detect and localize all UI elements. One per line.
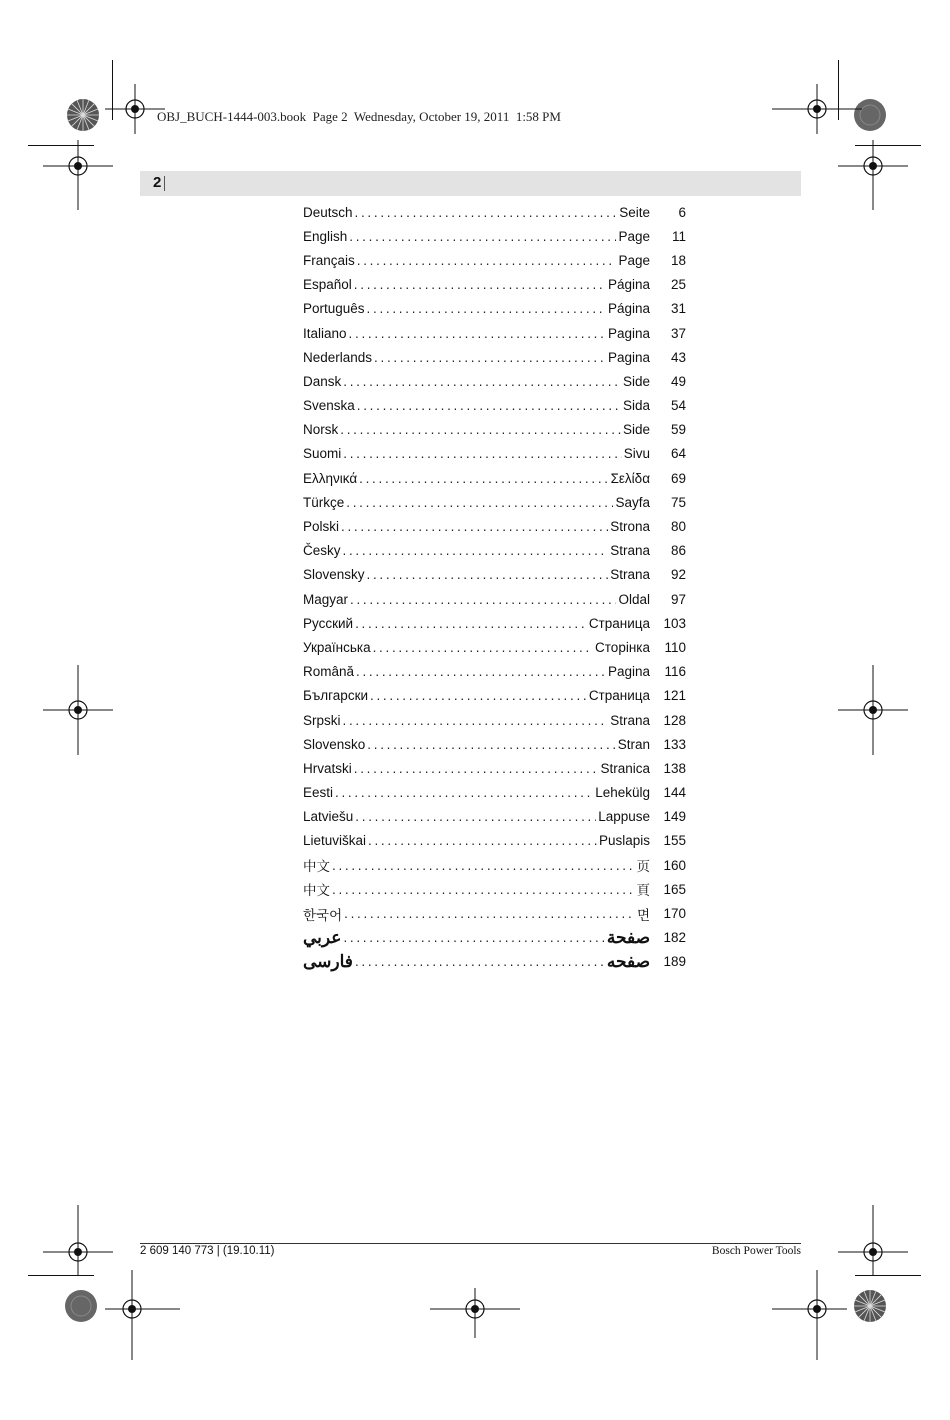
toc-language: Hrvatski bbox=[303, 760, 352, 776]
trim-line-left-top bbox=[28, 145, 94, 146]
toc-page-word: Side bbox=[622, 422, 650, 438]
toc-entry[interactable] bbox=[303, 853, 686, 877]
toc-page-word: Сторінка bbox=[595, 639, 650, 655]
crosshair-mark-1 bbox=[105, 84, 165, 134]
toc-page-word: Lehekülg bbox=[595, 785, 650, 801]
toc-entry[interactable] bbox=[303, 926, 686, 950]
page-number-separator bbox=[164, 176, 165, 191]
toc-page-word: Sivu bbox=[623, 446, 650, 462]
toc-entry[interactable] bbox=[303, 345, 686, 369]
toc-language: Deutsch bbox=[303, 204, 353, 220]
toc-entry[interactable] bbox=[303, 732, 686, 756]
toc-page-word: Страница bbox=[588, 688, 650, 704]
toc-page-number: 182 bbox=[663, 930, 686, 946]
crosshair-mark-9 bbox=[105, 1270, 180, 1360]
toc-page-word: Page bbox=[618, 228, 650, 244]
toc-page-word: Strana bbox=[610, 712, 650, 728]
toc-page-number: 121 bbox=[663, 688, 686, 704]
toc-page-number: 170 bbox=[663, 906, 686, 922]
page-header-bar bbox=[140, 171, 801, 196]
toc-leader-dots bbox=[367, 301, 606, 316]
toc-page-number: 43 bbox=[670, 349, 686, 365]
toc-language: عربي bbox=[303, 927, 342, 947]
toc-entry[interactable] bbox=[303, 466, 686, 490]
toc-leader-dots bbox=[356, 664, 606, 679]
toc-page-word: Lappuse bbox=[598, 809, 650, 825]
toc-language: Français bbox=[303, 252, 355, 268]
toc-entry[interactable] bbox=[303, 273, 686, 297]
toc-entry[interactable] bbox=[303, 805, 686, 829]
toc-entry[interactable] bbox=[303, 635, 686, 659]
toc-language: Svenska bbox=[303, 398, 355, 414]
toc-leader-dots bbox=[346, 495, 613, 510]
toc-entry[interactable] bbox=[303, 901, 686, 925]
toc-leader-dots bbox=[349, 229, 616, 244]
toc-page-number: 69 bbox=[670, 470, 686, 486]
toc-leader-dots bbox=[343, 713, 609, 728]
toc-leader-dots bbox=[340, 422, 621, 437]
toc-page-number: 92 bbox=[670, 567, 686, 583]
toc-page-number: 11 bbox=[671, 228, 686, 244]
crosshair-mark-6 bbox=[838, 665, 908, 755]
toc-entry[interactable] bbox=[303, 539, 686, 563]
toc-page-number: 64 bbox=[670, 446, 686, 462]
registration-mark-bottom-left-circle bbox=[62, 1287, 100, 1325]
toc-language: فارسی bbox=[303, 951, 353, 971]
toc-page-word: Side bbox=[622, 373, 650, 389]
table-of-contents bbox=[303, 200, 686, 974]
toc-language: Italiano bbox=[303, 325, 347, 341]
toc-language: Srpski bbox=[303, 712, 341, 728]
toc-leader-dots bbox=[350, 592, 616, 607]
toc-page-word: Pagina bbox=[607, 349, 650, 365]
toc-leader-dots bbox=[343, 446, 621, 461]
toc-leader-dots bbox=[341, 519, 608, 534]
toc-leader-dots bbox=[355, 954, 605, 969]
toc-page-number: 133 bbox=[663, 736, 686, 752]
toc-language: Slovensky bbox=[303, 567, 365, 583]
toc-page-word: 면 bbox=[636, 907, 650, 923]
toc-leader-dots bbox=[367, 567, 609, 582]
toc-page-number: 25 bbox=[670, 277, 686, 293]
toc-page-number: 110 bbox=[664, 639, 686, 655]
registration-mark-bottom-right-circle bbox=[851, 1287, 889, 1325]
toc-entry[interactable] bbox=[303, 394, 686, 418]
toc-page-number: 31 bbox=[670, 301, 686, 317]
trim-line-left-bottom bbox=[28, 1275, 94, 1276]
toc-leader-dots bbox=[335, 785, 593, 800]
toc-language: Polski bbox=[303, 519, 340, 535]
crosshair-mark-8 bbox=[838, 1205, 908, 1275]
crosshair-mark-2 bbox=[772, 84, 862, 134]
toc-entry[interactable] bbox=[303, 369, 686, 393]
toc-entry[interactable] bbox=[303, 611, 686, 635]
toc-language: Türkçe bbox=[303, 494, 345, 510]
toc-language: Magyar bbox=[303, 591, 349, 607]
toc-leader-dots bbox=[367, 737, 615, 752]
toc-page-word: صفحة bbox=[606, 927, 650, 947]
toc-entry[interactable] bbox=[303, 248, 686, 272]
crosshair-mark-11 bbox=[772, 1270, 847, 1360]
toc-leader-dots bbox=[357, 253, 617, 268]
toc-page-word: Σελίδα bbox=[610, 470, 650, 486]
crosshair-mark-5 bbox=[43, 665, 113, 755]
toc-entry[interactable] bbox=[303, 756, 686, 780]
footer-rule bbox=[140, 1243, 801, 1244]
toc-page-number: 75 bbox=[670, 494, 686, 510]
toc-page-word: Stranica bbox=[600, 760, 650, 776]
toc-page-word: Pagina bbox=[607, 325, 650, 341]
toc-entry[interactable] bbox=[303, 224, 686, 248]
trim-line-right-bottom bbox=[855, 1275, 921, 1276]
toc-page-word: Seite bbox=[619, 204, 650, 220]
toc-page-word: Strona bbox=[610, 519, 650, 535]
toc-page-number: 149 bbox=[663, 809, 686, 825]
toc-page-word: Stran bbox=[617, 736, 650, 752]
toc-leader-dots bbox=[343, 930, 604, 945]
toc-language: Nederlands bbox=[303, 349, 373, 365]
toc-entry[interactable] bbox=[303, 660, 686, 684]
toc-page-word: Página bbox=[607, 277, 650, 293]
toc-leader-dots bbox=[355, 809, 596, 824]
toc-page-number: 59 bbox=[670, 422, 686, 438]
toc-page-number: 116 bbox=[664, 664, 686, 680]
toc-leader-dots bbox=[355, 205, 618, 220]
trim-line-top-right bbox=[838, 60, 839, 120]
toc-page-number: 18 bbox=[670, 252, 686, 268]
toc-leader-dots bbox=[355, 616, 587, 631]
toc-entry[interactable] bbox=[303, 950, 686, 974]
trim-line-top-left bbox=[112, 60, 113, 120]
toc-page-number: 160 bbox=[663, 857, 686, 873]
toc-language: Español bbox=[303, 277, 352, 293]
toc-leader-dots bbox=[343, 543, 609, 558]
toc-page-number: 103 bbox=[663, 615, 686, 631]
toc-page-word: Sida bbox=[622, 398, 650, 414]
toc-page-number: 97 bbox=[670, 591, 686, 607]
toc-page-number: 37 bbox=[670, 325, 686, 341]
toc-language: Norsk bbox=[303, 422, 339, 438]
crosshair-mark-3 bbox=[43, 140, 113, 210]
registration-mark-top-left-circle bbox=[64, 96, 102, 134]
footer-doc-number: 2 609 140 773 | (19.10.11) bbox=[140, 1245, 275, 1257]
toc-page-word: Página bbox=[607, 301, 650, 317]
toc-page-word: صفحه bbox=[606, 951, 650, 971]
toc-page-word: Puslapis bbox=[598, 833, 650, 849]
page-number: 2 bbox=[153, 174, 162, 191]
toc-page-number: 128 bbox=[663, 712, 686, 728]
toc-leader-dots bbox=[359, 471, 608, 486]
toc-entry[interactable] bbox=[303, 442, 686, 466]
toc-language: 中文 bbox=[303, 883, 330, 899]
crosshair-mark-10 bbox=[430, 1288, 520, 1338]
toc-entry[interactable] bbox=[303, 490, 686, 514]
toc-language: Ελληνικά bbox=[303, 470, 358, 486]
toc-entry[interactable] bbox=[303, 514, 686, 538]
toc-language: Latviešu bbox=[303, 809, 354, 825]
toc-language: Українська bbox=[303, 639, 371, 655]
crosshair-mark-7 bbox=[43, 1205, 113, 1275]
toc-entry[interactable] bbox=[303, 877, 686, 901]
toc-language: Lietuviškai bbox=[303, 833, 367, 849]
toc-page-number: 138 bbox=[663, 760, 686, 776]
toc-leader-dots bbox=[349, 326, 606, 341]
toc-language: Русский bbox=[303, 615, 354, 631]
toc-page-number: 49 bbox=[670, 373, 686, 389]
toc-page-word: Page bbox=[618, 252, 650, 268]
toc-entry[interactable] bbox=[303, 684, 686, 708]
toc-leader-dots bbox=[354, 761, 599, 776]
toc-page-number: 165 bbox=[663, 881, 686, 897]
toc-page-number: 189 bbox=[663, 954, 686, 970]
toc-language: 한국어 bbox=[303, 907, 343, 923]
toc-page-word: Oldal bbox=[618, 591, 650, 607]
toc-leader-dots bbox=[370, 688, 587, 703]
toc-language: Slovensko bbox=[303, 736, 366, 752]
toc-leader-dots bbox=[354, 277, 606, 292]
toc-leader-dots bbox=[332, 858, 635, 873]
toc-page-number: 6 bbox=[678, 204, 686, 220]
toc-page-word: Strana bbox=[610, 543, 650, 559]
toc-language: English bbox=[303, 228, 348, 244]
print-slug-line: OBJ_BUCH-1444-003.book Page 2 Wednesday, October 19, 2011 1:58 PM bbox=[157, 109, 561, 124]
toc-page-word: 页 bbox=[636, 859, 650, 875]
toc-language: Dansk bbox=[303, 373, 342, 389]
toc-leader-dots bbox=[373, 640, 593, 655]
toc-entry[interactable] bbox=[303, 297, 686, 321]
toc-leader-dots bbox=[343, 374, 621, 389]
toc-page-number: 144 bbox=[663, 785, 686, 801]
toc-page-word: Strana bbox=[610, 567, 650, 583]
toc-page-number: 155 bbox=[663, 833, 686, 849]
toc-language: Български bbox=[303, 688, 369, 704]
toc-page-number: 80 bbox=[670, 519, 686, 535]
toc-leader-dots bbox=[332, 882, 635, 897]
toc-entry[interactable] bbox=[303, 321, 686, 345]
crosshair-mark-4 bbox=[838, 140, 908, 210]
toc-page-word: Страница bbox=[588, 615, 650, 631]
toc-entry[interactable] bbox=[303, 781, 686, 805]
toc-entry[interactable] bbox=[303, 708, 686, 732]
toc-language: Eesti bbox=[303, 785, 334, 801]
toc-entry[interactable] bbox=[303, 418, 686, 442]
trim-line-right-top bbox=[855, 145, 921, 146]
toc-language: Česky bbox=[303, 543, 341, 559]
toc-language: Suomi bbox=[303, 446, 342, 462]
toc-leader-dots bbox=[344, 906, 635, 921]
toc-language: 中文 bbox=[303, 859, 330, 875]
toc-page-word: 頁 bbox=[636, 883, 650, 899]
toc-entry[interactable] bbox=[303, 563, 686, 587]
footer-brand: Bosch Power Tools bbox=[711, 1245, 801, 1257]
toc-leader-dots bbox=[357, 398, 621, 413]
toc-page-number: 54 bbox=[670, 398, 686, 414]
toc-leader-dots bbox=[368, 833, 597, 848]
toc-language: Português bbox=[303, 301, 365, 317]
toc-entry[interactable] bbox=[303, 829, 686, 853]
toc-page-word: Pagina bbox=[607, 664, 650, 680]
toc-entry[interactable] bbox=[303, 200, 686, 224]
toc-page-word: Sayfa bbox=[615, 494, 650, 510]
toc-entry[interactable] bbox=[303, 587, 686, 611]
toc-language: Română bbox=[303, 664, 355, 680]
toc-leader-dots bbox=[374, 350, 606, 365]
toc-page-number: 86 bbox=[670, 543, 686, 559]
